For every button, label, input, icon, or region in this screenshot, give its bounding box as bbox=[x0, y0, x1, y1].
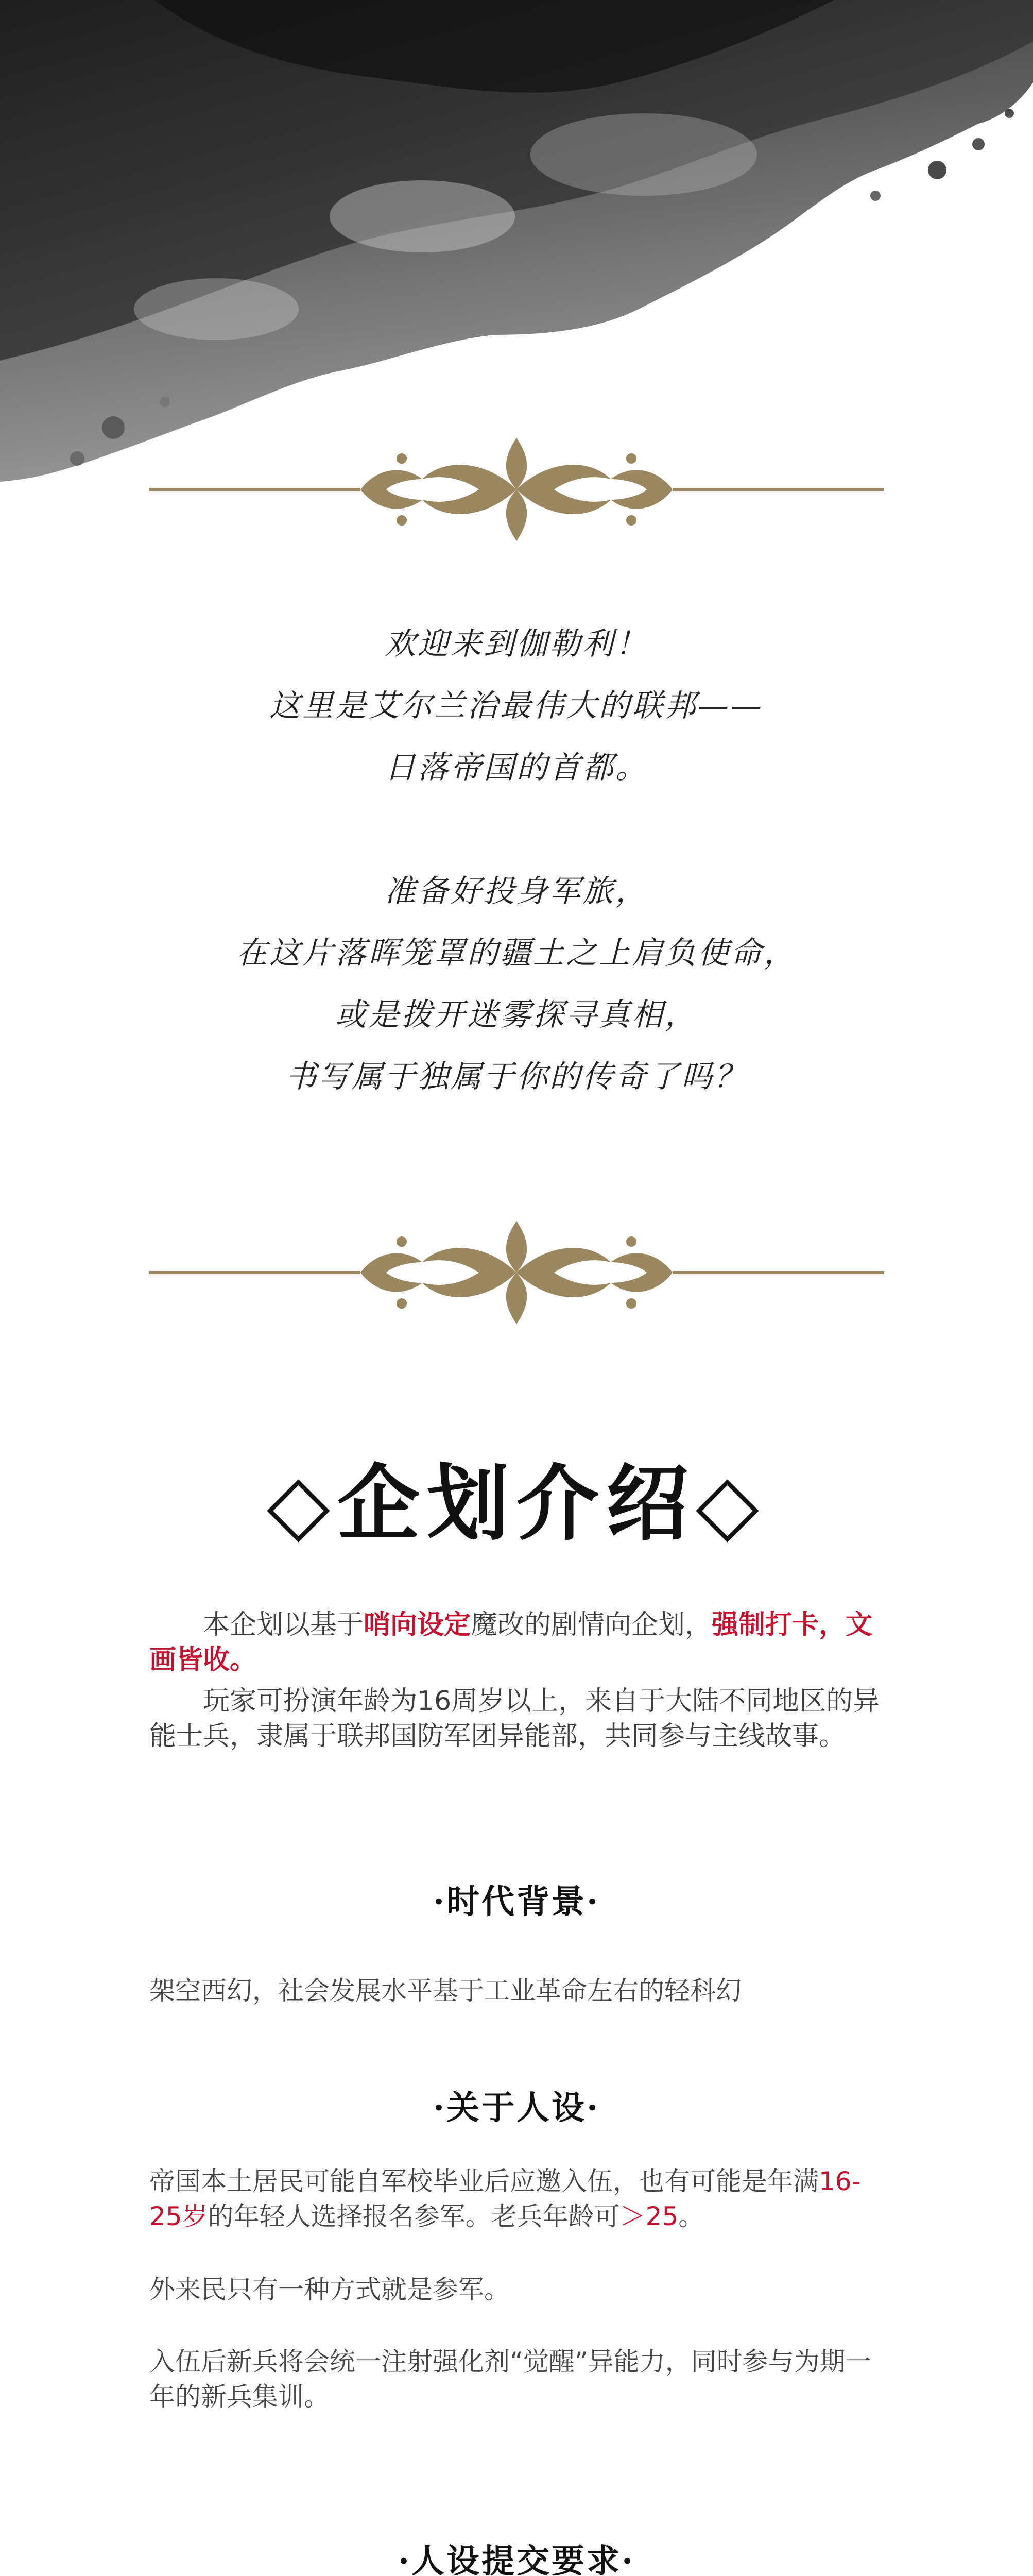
poem-line: 日落帝国的首都。 bbox=[385, 750, 648, 786]
text-run: 的年轻人选择报名参军。老兵年龄可 bbox=[208, 2201, 620, 2231]
character-paragraph-1 bbox=[149, 2164, 891, 2234]
text-run: 。 bbox=[678, 2201, 704, 2231]
gold-flourish-divider bbox=[0, 428, 1033, 551]
section-title-submission: ·人设提交要求· bbox=[398, 2542, 635, 2576]
welcome-poem bbox=[0, 613, 1033, 1108]
highlight-setting: 哨向设定 bbox=[364, 1609, 471, 1640]
page-title: ◇企划介绍◇ bbox=[266, 1455, 767, 1552]
highlight-veteran-age: ＞25 bbox=[619, 2201, 679, 2231]
poem-line: 准备好投身军旅， bbox=[385, 873, 648, 909]
poem-line: 或是拨开迷雾探寻真相， bbox=[335, 997, 698, 1033]
era-text: 架空西幻，社会发展水平基于工业革命左右的轻科幻 bbox=[149, 1976, 742, 2006]
section-title-character: ·关于人设· bbox=[433, 2089, 600, 2127]
poem-line: 欢迎来到伽勒利！ bbox=[385, 626, 648, 662]
character-paragraph-3: 入伍后新兵将会统一注射强化剂“觉醒”异能力，同时参与为期一年的新兵集训。 bbox=[149, 2347, 871, 2412]
poem-line: 这里是艾尔兰治最伟大的联邦—— bbox=[269, 688, 764, 724]
text-run: 魔改的剧情向企划， bbox=[471, 1609, 712, 1640]
ink-splash-decoration bbox=[0, 0, 1033, 484]
highlight-checkin: 强制打卡，文画皆收。 bbox=[149, 1609, 873, 1675]
poem-line: 在这片落晖笼罩的疆土之上肩负使命， bbox=[236, 935, 797, 971]
section-title-era: ·时代背景· bbox=[433, 1883, 600, 1921]
text-run: 帝国本土居民可能自军校毕业后应邀入伍，也有可能是年满 bbox=[149, 2166, 819, 2196]
intro-section bbox=[149, 1607, 891, 1754]
intro-paragraph-2: 玩家可扮演年龄为16周岁以上，来自于大陆不同地区的异能士兵，隶属于联邦国防军团异能部，共同参与主线故事。 bbox=[149, 1686, 880, 1752]
gold-flourish-divider bbox=[0, 1211, 1033, 1334]
character-paragraph-2: 外来民只有一种方式就是参军。 bbox=[149, 2275, 510, 2304]
poem-line: 书写属于独属于你的传奇了吗？ bbox=[286, 1059, 747, 1095]
highlight-age: 16-25岁 bbox=[149, 2166, 861, 2231]
poem-line bbox=[0, 799, 1033, 860]
text-run: 本企划以基于 bbox=[203, 1609, 364, 1640]
intro-paragraph-1 bbox=[149, 1607, 891, 1677]
